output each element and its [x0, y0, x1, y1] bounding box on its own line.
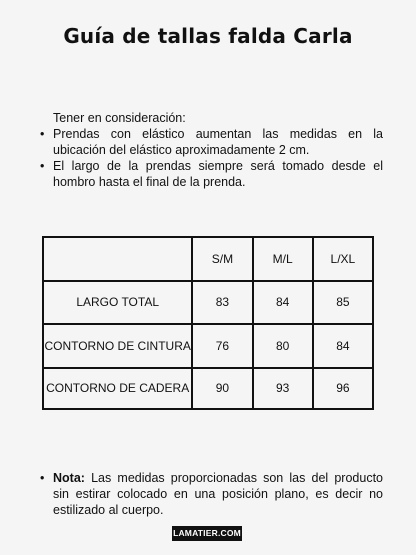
table-row — [44, 369, 374, 410]
page-title: Guía de tallas falda Carla — [63, 24, 353, 48]
brand-badge: LAMATIER.COM — [172, 526, 242, 541]
header-size-m-l: M/L — [254, 238, 314, 282]
footnote — [38, 470, 383, 518]
row-label: CONTORNO DE CADERA — [44, 369, 193, 410]
table-row — [44, 282, 374, 325]
table-cell: 85 — [314, 282, 374, 325]
header-size-s-m: S/M — [193, 238, 253, 282]
table-row — [44, 325, 374, 369]
footnote-paragraph — [38, 470, 383, 518]
footnote-text: Las medidas proporcionadas son las del producto sin estirar colocado en una posición plano, es decir no estilizado al cuerpo. — [53, 471, 383, 517]
row-label: LARGO TOTAL — [44, 282, 193, 325]
row-label: CONTORNO DE CINTURA — [44, 325, 193, 369]
table-cell: 93 — [254, 369, 314, 410]
list-item: • El largo de la prendas siempre será tomado desde el hombro hasta el final de la prenda. — [38, 158, 383, 190]
size-table — [42, 236, 374, 410]
considerations-list — [38, 126, 383, 190]
table-cell: 84 — [314, 325, 374, 369]
table-cell: 84 — [254, 282, 314, 325]
table-cell: 80 — [254, 325, 314, 369]
footnote-label: Nota: — [53, 471, 85, 485]
header-size-l-xl: L/XL — [314, 238, 374, 282]
considerations-section — [38, 110, 383, 190]
table-cell: 96 — [314, 369, 374, 410]
table-header-row — [44, 238, 374, 282]
table-cell: 90 — [193, 369, 253, 410]
list-item: • Prendas con elástico aumentan las medidas en la ubicación del elástico aproximadamente 2 cm. — [38, 126, 383, 158]
header-empty-cell — [44, 238, 193, 282]
table-cell: 76 — [193, 325, 253, 369]
considerations-intro: Tener en consideración: — [53, 111, 186, 125]
table-cell: 83 — [193, 282, 253, 325]
